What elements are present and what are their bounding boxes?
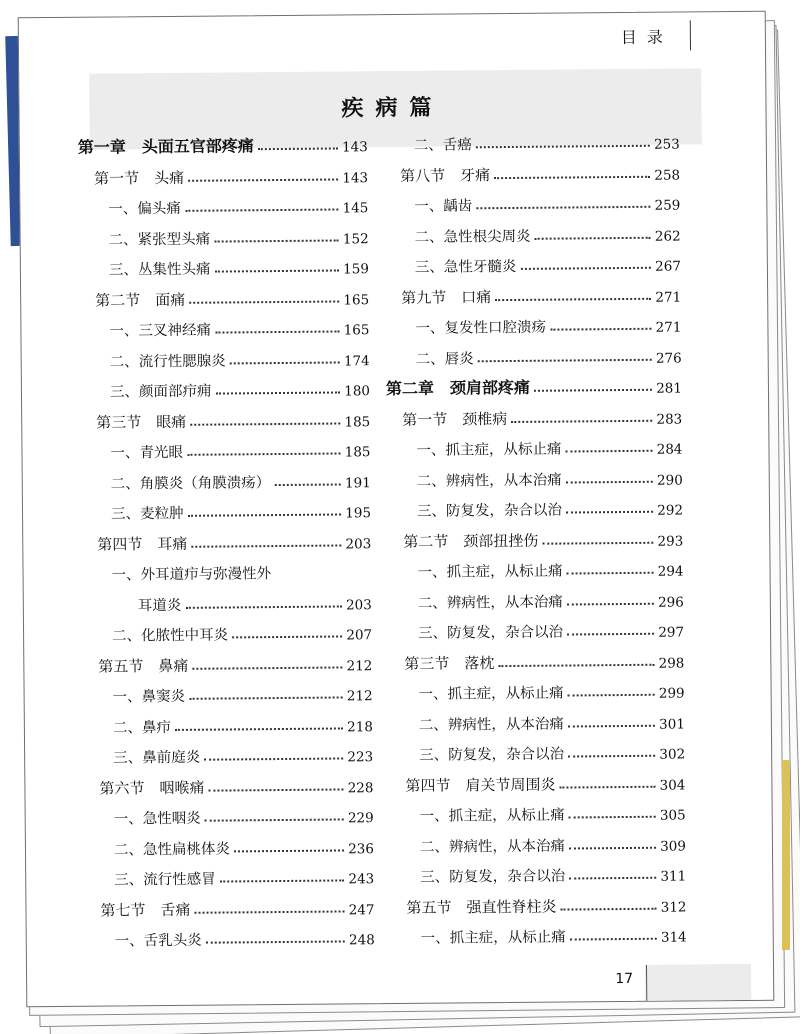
toc-entry-title: 第四节 肩关节周围炎 xyxy=(405,775,556,795)
toc-entry[interactable] xyxy=(110,345,370,371)
toc-entry-page: 299 xyxy=(658,685,685,702)
toc-entry[interactable] xyxy=(109,253,369,279)
toc-entry[interactable] xyxy=(406,891,686,917)
toc-entry-page: 152 xyxy=(342,230,369,247)
toc-entry-title: 第三节 眼痛 xyxy=(96,412,187,432)
dot-leader xyxy=(215,330,340,333)
toc-entry[interactable] xyxy=(100,894,374,920)
toc-entry-page: 236 xyxy=(348,840,375,857)
toc-entry-title: 三、防复发，杂合以治 xyxy=(420,868,566,886)
dot-leader xyxy=(561,907,657,910)
toc-entry-title: 二、紧张型头痛 xyxy=(108,231,211,248)
toc-entry[interactable] xyxy=(421,921,687,947)
toc-entry-title: 一、偏头痛 xyxy=(108,200,181,218)
toc-entry-title: 一、龋齿 xyxy=(414,198,473,215)
toc-entry-page: 203 xyxy=(345,535,372,552)
toc-entry[interactable] xyxy=(419,738,685,764)
toc-entry-page: 212 xyxy=(346,657,373,674)
toc-entry-title: 一、三叉神经痛 xyxy=(109,322,212,340)
toc-entry-title: 二、化脓性中耳炎 xyxy=(112,627,229,645)
dot-leader xyxy=(175,727,343,730)
toc-entry-title: 一、抓主症，从标止痛 xyxy=(420,929,566,947)
dot-leader xyxy=(191,544,341,547)
toc-entry-page: 297 xyxy=(658,624,685,641)
toc-entry-title: 一、舌乳头炎 xyxy=(114,932,202,950)
toc-entry[interactable] xyxy=(97,528,371,554)
toc-entry-page: 185 xyxy=(344,444,371,461)
dot-leader xyxy=(566,511,653,514)
toc-page xyxy=(18,11,775,1007)
toc-entry[interactable] xyxy=(403,525,683,551)
dot-leader xyxy=(568,724,655,727)
toc-entry-title: 一、抓主症，从标止痛 xyxy=(416,441,562,459)
toc-entry[interactable] xyxy=(418,677,684,703)
toc-entry-title: 一、复发性口腔溃疡 xyxy=(415,319,546,337)
toc-entry-page: 271 xyxy=(655,319,682,336)
toc-entry[interactable] xyxy=(78,131,368,158)
toc-entry[interactable] xyxy=(417,464,683,490)
toc-entry[interactable] xyxy=(114,863,374,889)
toc-entry-page: 145 xyxy=(342,200,369,217)
toc-entry-title: 三、流行性感冒 xyxy=(114,871,216,889)
toc-entry-page: 305 xyxy=(659,807,686,824)
toc-entry-page: 290 xyxy=(656,471,683,489)
dot-leader xyxy=(566,480,653,483)
toc-entry-page: 281 xyxy=(656,380,683,397)
toc-entry-page: 298 xyxy=(658,654,685,672)
dot-leader xyxy=(195,910,345,913)
dot-leader xyxy=(232,635,342,638)
toc-entry-title: 第二节 面痛 xyxy=(95,290,186,310)
dot-leader xyxy=(495,297,651,300)
toc-entry-title: 第二章 颈肩部疼痛 xyxy=(385,377,531,399)
toc-entry[interactable] xyxy=(113,680,373,706)
toc-entry[interactable] xyxy=(114,802,374,828)
toc-entry-page: 283 xyxy=(656,410,683,428)
toc-entry-title: 二、急性根尖周炎 xyxy=(414,228,531,246)
dot-leader xyxy=(568,694,655,697)
toc-entry[interactable] xyxy=(111,467,371,493)
toc-entry[interactable] xyxy=(414,190,680,216)
toc-entry-page: 262 xyxy=(654,228,681,245)
toc-entry[interactable] xyxy=(113,711,373,737)
toc-entry-title: 耳道炎 xyxy=(137,597,182,614)
toc-entry-page: 180 xyxy=(344,383,371,400)
dot-leader xyxy=(234,849,344,852)
toc-entry-page: 223 xyxy=(347,749,374,766)
toc-entry-page: 185 xyxy=(344,413,371,430)
toc-entry-title: 一、急性咽炎 xyxy=(113,810,201,828)
toc-entry-title: 二、角膜炎（角膜溃疡） xyxy=(110,474,271,492)
dot-leader xyxy=(559,785,655,788)
dot-leader xyxy=(190,422,340,425)
toc-entry-title: 二、舌癌 xyxy=(413,137,472,154)
toc-entry[interactable] xyxy=(94,162,368,188)
toc-entry-title: 一、外耳道疖与弥漫性外 xyxy=(111,566,272,584)
toc-entry-title: 三、麦粒肿 xyxy=(110,505,184,523)
dot-leader xyxy=(534,389,652,392)
toc-entry-title: 第三节 落枕 xyxy=(404,653,495,673)
toc-entry[interactable] xyxy=(114,833,374,859)
toc-entry-page: 218 xyxy=(347,718,373,735)
toc-entry[interactable] xyxy=(96,406,370,432)
toc-entry[interactable] xyxy=(401,281,681,307)
toc-entry[interactable] xyxy=(414,129,680,155)
toc-entry-page: 304 xyxy=(659,776,686,794)
dot-leader xyxy=(189,696,343,699)
toc-entry-title: 第八节 牙痛 xyxy=(400,165,491,185)
toc-entry-title: 二、辨病性，从本治痛 xyxy=(416,472,562,490)
toc-entry-page: 284 xyxy=(656,441,683,458)
toc-entry-title: 第一节 头痛 xyxy=(94,168,185,188)
toc-entry-title: 第六节 咽喉痛 xyxy=(99,778,205,798)
toc-entry-page: 292 xyxy=(657,502,684,519)
toc-entry[interactable] xyxy=(111,497,371,523)
toc-entry-page: 195 xyxy=(345,505,372,522)
dot-leader xyxy=(205,818,344,821)
toc-entry-title: 第七节 舌痛 xyxy=(100,900,191,920)
toc-entry-title: 三、防复发，杂合以治 xyxy=(418,624,564,642)
toc-entry[interactable] xyxy=(419,708,685,734)
toc-entry-title: 三、鼻前庭炎 xyxy=(113,749,201,767)
toc-entry[interactable] xyxy=(99,772,373,798)
toc-entry[interactable] xyxy=(110,436,370,462)
toc-entry[interactable] xyxy=(420,830,686,856)
toc-entry[interactable] xyxy=(417,494,683,520)
toc-entry-page: 203 xyxy=(345,596,372,613)
toc-entry-title: 第一节 颈椎病 xyxy=(402,409,508,429)
toc-entry-title: 二、辨病性，从本治痛 xyxy=(418,716,564,734)
dot-leader xyxy=(188,178,338,181)
dot-leader xyxy=(520,267,651,270)
dot-leader xyxy=(214,269,339,272)
toc-entry-title: 三、防复发，杂合以治 xyxy=(416,502,563,520)
toc-entry-title: 二、辨病性，从本治痛 xyxy=(417,594,563,612)
toc-entry[interactable] xyxy=(416,433,682,459)
toc-entry-title: 第四节 耳痛 xyxy=(97,534,188,554)
toc-entry-page: 267 xyxy=(655,258,681,275)
toc-entry[interactable] xyxy=(112,619,372,645)
toc-entry-page: 253 xyxy=(653,136,680,153)
toc-entry-page: 309 xyxy=(660,837,687,855)
toc-entry-title: 一、抓主症，从标止痛 xyxy=(417,563,563,581)
dot-leader xyxy=(476,206,650,210)
dot-leader xyxy=(188,513,342,516)
toc-entry-page: 165 xyxy=(343,322,370,339)
toc-entry-page: 143 xyxy=(342,169,369,186)
dot-leader xyxy=(215,391,340,394)
toc-entry[interactable] xyxy=(110,375,370,401)
toc-entry-title: 一、抓主症，从标止痛 xyxy=(419,807,565,825)
dot-leader xyxy=(535,236,651,239)
dot-leader xyxy=(230,361,340,364)
toc-entry-page: 314 xyxy=(660,929,687,946)
toc-entry[interactable] xyxy=(405,769,685,795)
toc-entry-page: 229 xyxy=(347,810,374,827)
toc-entry-page: 296 xyxy=(657,593,684,611)
dot-leader xyxy=(187,452,341,455)
toc-entry-page: 259 xyxy=(654,197,681,214)
dot-leader xyxy=(206,940,345,943)
toc-entry[interactable] xyxy=(113,741,373,767)
dot-leader xyxy=(204,757,343,760)
part-title: 疾病篇 xyxy=(341,95,444,122)
toc-entry-page: 294 xyxy=(657,563,684,580)
toc-entry-page: 248 xyxy=(348,932,375,949)
dot-leader xyxy=(185,208,339,211)
toc-entry[interactable] xyxy=(418,616,684,642)
toc-entry-page: 243 xyxy=(348,871,375,888)
dot-leader xyxy=(220,879,345,882)
dot-leader xyxy=(208,788,343,791)
toc-entry-page: 207 xyxy=(346,627,373,644)
toc-entry-page: 301 xyxy=(659,715,685,733)
toc-entry-title: 第五节 鼻痛 xyxy=(98,656,189,676)
toc-entry-page: 212 xyxy=(346,688,373,705)
page-number: 17 xyxy=(615,970,634,988)
dot-leader xyxy=(476,145,650,149)
toc-entry[interactable] xyxy=(418,586,684,612)
dot-leader xyxy=(567,633,654,636)
toc-entry-page: 302 xyxy=(659,746,686,763)
toc-entry-page: 159 xyxy=(343,261,369,278)
dot-leader xyxy=(568,755,655,758)
toc-entry-title: 二、鼻疖 xyxy=(112,719,171,736)
toc-entry-title: 第九节 口痛 xyxy=(401,287,492,307)
toc-entry-page: 258 xyxy=(654,167,681,184)
dot-leader xyxy=(550,328,652,331)
toc-entry[interactable] xyxy=(417,555,683,581)
dot-leader xyxy=(565,450,652,453)
dot-leader xyxy=(189,300,339,303)
toc-entry-title: 三、急性牙髓炎 xyxy=(414,258,517,276)
toc-entry-title: 三、丛集性头痛 xyxy=(108,261,211,279)
book-cover-edge xyxy=(782,760,790,950)
toc-entry-page: 271 xyxy=(655,289,682,306)
toc-entry-title: 三、颜面部疖痈 xyxy=(109,383,212,401)
header-rule xyxy=(690,20,691,50)
toc-entry-page: 311 xyxy=(660,868,687,885)
dot-leader xyxy=(274,483,341,486)
running-head: 目录 xyxy=(620,27,673,48)
toc-entry[interactable] xyxy=(420,860,686,886)
toc-entry-page: 165 xyxy=(343,291,370,308)
toc-entry-title: 二、辨病性，从本治痛 xyxy=(419,838,566,856)
toc-entry-title: 一、青光眼 xyxy=(110,444,184,462)
dot-leader xyxy=(258,147,338,150)
toc-entry[interactable] xyxy=(109,223,369,249)
toc-entry[interactable] xyxy=(415,251,681,277)
dot-leader xyxy=(567,602,654,605)
toc-entry-page: 191 xyxy=(344,474,371,491)
toc-entry[interactable] xyxy=(138,589,372,615)
dot-leader xyxy=(478,358,652,362)
toc-entry[interactable] xyxy=(400,159,680,185)
toc-entry[interactable] xyxy=(98,650,372,676)
dot-leader xyxy=(494,175,650,178)
dot-leader xyxy=(542,541,653,544)
dot-leader xyxy=(569,816,656,819)
toc-entry-title: 二、唇炎 xyxy=(415,350,474,368)
toc-entry-page: 276 xyxy=(655,350,682,367)
toc-entry[interactable] xyxy=(420,799,686,825)
toc-entry[interactable] xyxy=(109,314,369,340)
dot-leader xyxy=(214,239,339,242)
toc-entry-title: 一、鼻窦炎 xyxy=(112,688,186,706)
toc-entry-page: 174 xyxy=(343,352,370,369)
toc-entry-title: 第一章 头面五官部疼痛 xyxy=(77,136,254,157)
footer-shading xyxy=(645,964,751,1001)
toc-entry[interactable] xyxy=(414,220,680,246)
toc-entry-title: 三、防复发，杂合以治 xyxy=(419,746,565,764)
toc-entry[interactable] xyxy=(95,284,369,310)
toc-entry[interactable] xyxy=(402,403,682,429)
toc-entry[interactable] xyxy=(115,924,375,950)
toc-entry[interactable] xyxy=(415,312,681,338)
toc-entry[interactable] xyxy=(416,342,682,368)
toc-entry[interactable] xyxy=(404,647,684,673)
toc-entry-title: 第五节 强直性脊柱炎 xyxy=(406,897,557,917)
dot-leader xyxy=(185,605,342,608)
dot-leader xyxy=(511,419,652,422)
toc-entry-title: 二、急性扁桃体炎 xyxy=(113,840,231,858)
toc-entry[interactable] xyxy=(386,373,682,400)
toc-entry-title: 一、抓主症，从标止痛 xyxy=(418,685,564,703)
toc-entry-title: 第二节 颈部扭挫伤 xyxy=(403,531,539,551)
toc-entry-page: 312 xyxy=(660,898,687,916)
dot-leader xyxy=(192,666,342,669)
dot-leader xyxy=(567,572,654,575)
toc-entry[interactable] xyxy=(108,192,368,218)
dot-leader xyxy=(570,938,657,941)
toc-entry[interactable] xyxy=(111,558,371,584)
toc-entry-page: 228 xyxy=(347,779,374,796)
dot-leader xyxy=(569,846,656,849)
toc-entry-page: 293 xyxy=(657,532,684,550)
dot-leader xyxy=(569,877,656,880)
toc-entry-page: 247 xyxy=(348,901,375,918)
toc-entry-page: 143 xyxy=(341,139,368,156)
dot-leader xyxy=(498,663,654,666)
toc-entry-title: 二、流行性腮腺炎 xyxy=(109,352,226,370)
